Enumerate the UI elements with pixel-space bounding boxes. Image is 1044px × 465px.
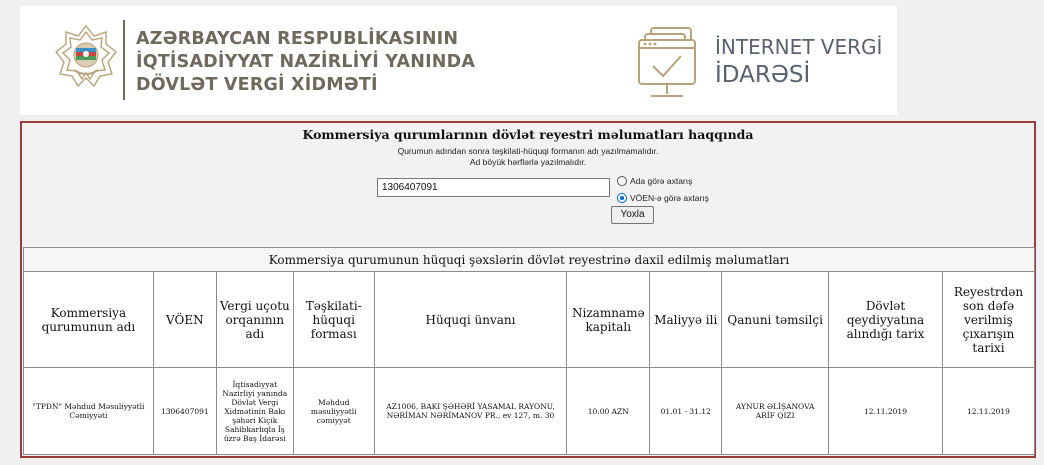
column-header: Hüquqi ünvanı	[374, 272, 567, 368]
table-caption: Kommersiya qurumunun hüquqi şəxslərin dövlət reyestrinə daxil edilmiş məlumatları	[24, 248, 1035, 272]
radio-search-by-name[interactable]	[617, 175, 692, 187]
header-banner	[20, 6, 897, 115]
registry-search-panel	[20, 121, 1036, 458]
table-header-row	[24, 272, 1035, 368]
cell-tax-authority: İqtisadiyyat Nazirliyi yanında Dövlət Vergi Xidmətinin Bakı şəhəri Kiçik Sahibkarlıqla İş üzrə Baş İdarəsi	[216, 368, 293, 455]
radio-button[interactable]	[617, 176, 627, 186]
results-table	[23, 247, 1035, 455]
search-hint: Qurumun adından sonra təşkilati-hüquqi formanın adı yazılmamalıdır.	[397, 146, 659, 156]
cell-company-name: "TPDN" Məhdud Məsuliyyətli Cəmiyyəti	[24, 368, 154, 455]
portal-title-line: İDARƏSİ	[715, 62, 811, 88]
search-input[interactable]: 1306407091	[377, 178, 610, 197]
column-header: Kommersiya qurumunun adı	[24, 272, 154, 368]
column-header: Qanuni təmsilçi	[722, 272, 829, 368]
portal-title-line: İNTERNET VERGİ	[715, 35, 883, 59]
org-name-line: AZƏRBAYCAN RESPUBLİKASININ	[136, 29, 459, 49]
internet-tax-office-icon	[637, 26, 705, 101]
cell-fiscal-year: 01.01 - 31.12	[650, 368, 722, 455]
organization-name	[136, 28, 475, 97]
banner-divider	[123, 20, 125, 100]
radio-search-by-voen[interactable]	[617, 192, 709, 204]
portal-title	[715, 33, 882, 89]
column-header: Təşkilati-hüquqi forması	[293, 272, 374, 368]
column-header: Nizamnamə kapitalı	[567, 272, 650, 368]
column-header: VÖEN	[153, 272, 216, 368]
cell-charter-capital: 10.00 AZN	[567, 368, 650, 455]
radio-button-selected[interactable]	[617, 193, 627, 203]
column-header: Reyestrdən son dəfə verilmiş çıxarışın tarixi	[942, 272, 1034, 368]
cell-legal-form: Məhdud məsuliyyətli cəmiyyət	[293, 368, 374, 455]
radio-label: Ada görə axtarış	[630, 176, 693, 186]
search-hint: Ad böyük hərflərlə yazılmalıdır.	[469, 157, 587, 167]
state-emblem-icon	[54, 24, 118, 88]
cell-legal-representative: AYNUR ƏLİŞANOVA ARİF QIZI	[722, 368, 829, 455]
column-header: Dövlət qeydiyyatına alındığı tarix	[829, 272, 943, 368]
check-button[interactable]: Yoxla	[611, 206, 654, 224]
panel-title: Kommersiya qurumlarının dövlət reyestri məlumatları haqqında	[302, 127, 754, 142]
cell-last-extract-date: 12.11.2019	[942, 368, 1034, 455]
org-name-line: DÖVLƏT VERGİ XİDMƏTİ	[136, 75, 378, 95]
column-header: Maliyyə ili	[650, 272, 722, 368]
cell-legal-address: AZ1006, BAKI ŞƏHƏRİ YASAMAL RAYONU, NƏRİMAN NƏRİMANOV PR., ev 127, m. 30	[374, 368, 567, 455]
table-row	[24, 368, 1035, 455]
org-name-line: İQTİSADİYYAT NAZİRLİYİ YANINDA	[136, 52, 476, 72]
cell-voen: 1306407091	[153, 368, 216, 455]
radio-label: VÖEN-ə görə axtarış	[630, 193, 709, 203]
cell-registration-date: 12.11.2019	[829, 368, 943, 455]
column-header: Vergi uçotu orqanının adı	[216, 272, 293, 368]
